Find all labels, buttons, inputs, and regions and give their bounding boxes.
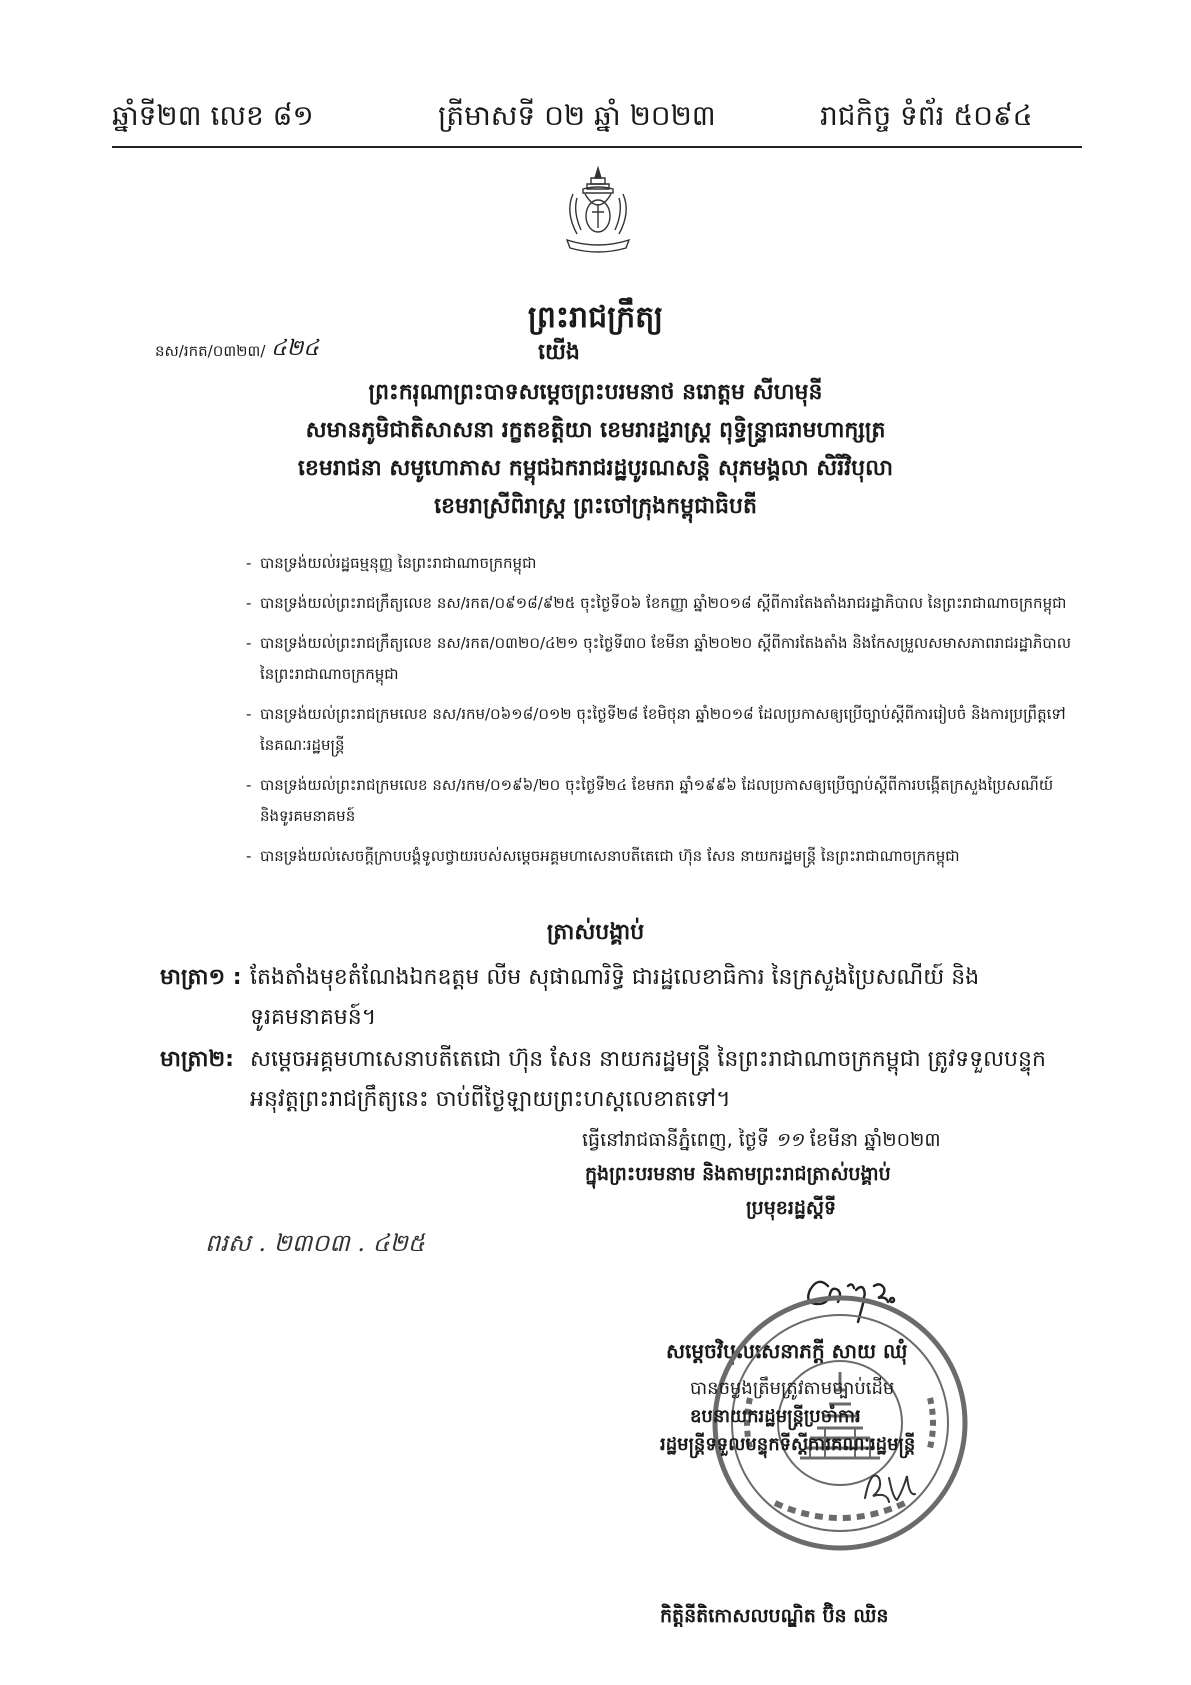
- countersigner-name: កិត្តិនីតិកោសលបណ្ឌិត ប៊ិន ឈិន: [660, 1605, 889, 1627]
- deputy-pm-line: ឧបនាយករដ្ឋមន្ត្រីប្រចាំការ: [690, 1406, 861, 1427]
- decree-heading: ត្រាស់បង្គាប់: [546, 920, 645, 945]
- article-text: តែងតាំងមុខតំណែងឯកឧត្តម លីម សុផាណារិទ្ធិ ជារដ្ឋលេខាធិការ នៃក្រសួងប្រៃសណីយ៍ និងទូរគមនាគមន៍។: [250, 965, 980, 1030]
- certified-copy-line: បានចម្លងត្រឹមត្រូវតាមច្បាប់ដើម: [690, 1378, 895, 1399]
- signer-name: សម្តេចវិបុលសេនាភក្តី សាយ ឈុំ: [666, 1339, 908, 1363]
- signing-day-handwritten: ១១: [775, 1129, 804, 1151]
- article-text: សម្តេចអគ្គមហាសេនាបតីតេជោ ហ៊ុន សែន នាយករដ្ឋមន្ត្រី នៃព្រះរាជាណាចក្រកម្ពុជា ត្រូវទទួលបន្ទុកអនុវត្តព្រះរាជក្រឹត្យនេះ ចាប់ពីថ្ងៃឡាយព្រះហស្តលេខាតទៅ។: [250, 1047, 1046, 1112]
- king-title-line-4: ខេមរាស្រីពិរាស្ត្រ ព្រះចៅក្រុងកម្ពុជាធិបតី: [434, 494, 757, 519]
- gazette-quarter: ត្រីមាសទី ០២ ឆ្នាំ ២០២៣: [438, 99, 716, 132]
- article-2: [160, 1040, 1080, 1120]
- handwritten-registration-number: ពរស . ២៣០៣ . ៤២៥: [205, 1229, 425, 1257]
- signing-place-date: [582, 1128, 941, 1156]
- we-keyword: យើង: [538, 340, 580, 365]
- countersignature-icon: [855, 1458, 925, 1518]
- king-title-line-3: ខេមរាជនា សមូហោភាស កម្ពុជឯករាជរដ្ឋបូរណសន្តិ សុភមង្គលា សិរីវិបុលា: [297, 456, 894, 481]
- gazette-page: រាជកិច្ច ទំព័រ ៥០៩៤: [820, 99, 1033, 132]
- signing-month-year: ខែមីនា ឆ្នាំ២០២៣: [809, 1129, 941, 1151]
- list-item: - បានទ្រង់យល់ព្រះរាជក្រមលេខ នស/រកម/០៦១៨/០១២ ចុះថ្ងៃទី២៨ ខែមិថុនា ឆ្នាំ២០១៨ ដែលប្រកាសឲ្យប្រើច្បាប់ស្តីពីការរៀបចំ និងការប្រព្រឹត្តទៅនៃគណៈរដ្ឋមន្ត្រី: [246, 699, 1076, 761]
- king-title-line-2: សមានភូមិជាតិសាសនា រក្ខតខត្តិយា ខេមរារដ្ឋរាស្ត្រ ពុទ្ធិន្ទ្រាធរាមហាក្សត្រ: [305, 418, 886, 443]
- acting-head-of-state: ប្រមុខរដ្ឋស្តីទី: [746, 1197, 837, 1219]
- legal-references-list: [246, 548, 1076, 881]
- signing-authority: ក្នុងព្រះបរមនាម និងតាមព្រះរាជត្រាស់បង្គាប់: [585, 1163, 891, 1185]
- article-1: [160, 958, 1080, 1038]
- minister-line: រដ្ឋមន្ត្រីទទួលបន្ទុកទីស្តីការគណៈរដ្ឋមន្ត្រី: [660, 1434, 916, 1455]
- signing-place: ធ្វើនៅរាជធានីភ្នំពេញ, ថ្ងៃទី: [582, 1129, 769, 1151]
- list-item: - បានទ្រង់យល់ព្រះរាជក្រឹត្យលេខ នស/រកត/០៣២០/៤២១ ចុះថ្ងៃទី៣០ ខែមីនា ឆ្នាំ២០២០ ស្តីពីការតែងតាំង និងកែសម្រួលសមាសភាពរាជរដ្ឋាភិបាល នៃព្រះរាជាណាចក្រកម្ពុជា: [246, 628, 1076, 690]
- reference-handwritten: ៤២៤: [271, 336, 319, 361]
- document-title: ព្រះរាជក្រឹត្យ: [527, 300, 664, 335]
- list-item: - បានទ្រង់យល់រដ្ឋធម្មនុញ្ញ នៃព្រះរាជាណាចក្រកម្ពុជា: [246, 548, 1076, 579]
- gazette-issue: ឆ្នាំទី២៣ លេខ ៨១: [112, 99, 314, 132]
- reference-number: នស/រកត/០៣២៣/: [155, 342, 266, 360]
- list-item: - បានទ្រង់យល់ព្រះរាជក្រមលេខ នស/រកម/០១៩៦/២០ ចុះថ្ងៃទី២៤ ខែមករា ឆ្នាំ១៩៩៦ ដែលប្រកាសឲ្យប្រើច្បាប់ស្តីពីការបង្កើតក្រសួងប្រៃសណីយ៍ និងទូរគមនាគមន៍: [246, 770, 1076, 832]
- header-rule: [112, 146, 1082, 148]
- article-label: មាត្រា២:: [160, 1047, 234, 1072]
- list-item: - បានទ្រង់យល់សេចក្តីក្រាបបង្គំទូលថ្វាយរបស់សម្តេចអគ្គមហាសេនាបតីតេជោ ហ៊ុន សែន នាយករដ្ឋមន្ត្រី នៃព្រះរាជាណាចក្រកម្ពុជា: [246, 841, 1076, 872]
- royal-emblem-icon: [555, 164, 641, 262]
- list-item: - បានទ្រង់យល់ព្រះរាជក្រឹត្យលេខ នស/រកត/០៩១៨/៩២៥ ចុះថ្ងៃទី០៦ ខែកញ្ញា ឆ្នាំ២០១៨ ស្តីពីការតែងតាំងរាជរដ្ឋាភិបាល នៃព្រះរាជាណាចក្រកម្ពុជា: [246, 588, 1076, 619]
- king-title-line-1: ព្រះករុណាព្រះបាទសម្ដេចព្រះបរមនាថ នរោត្ដម សីហមុនី: [368, 380, 823, 405]
- article-label: មាត្រា១ :: [160, 965, 242, 990]
